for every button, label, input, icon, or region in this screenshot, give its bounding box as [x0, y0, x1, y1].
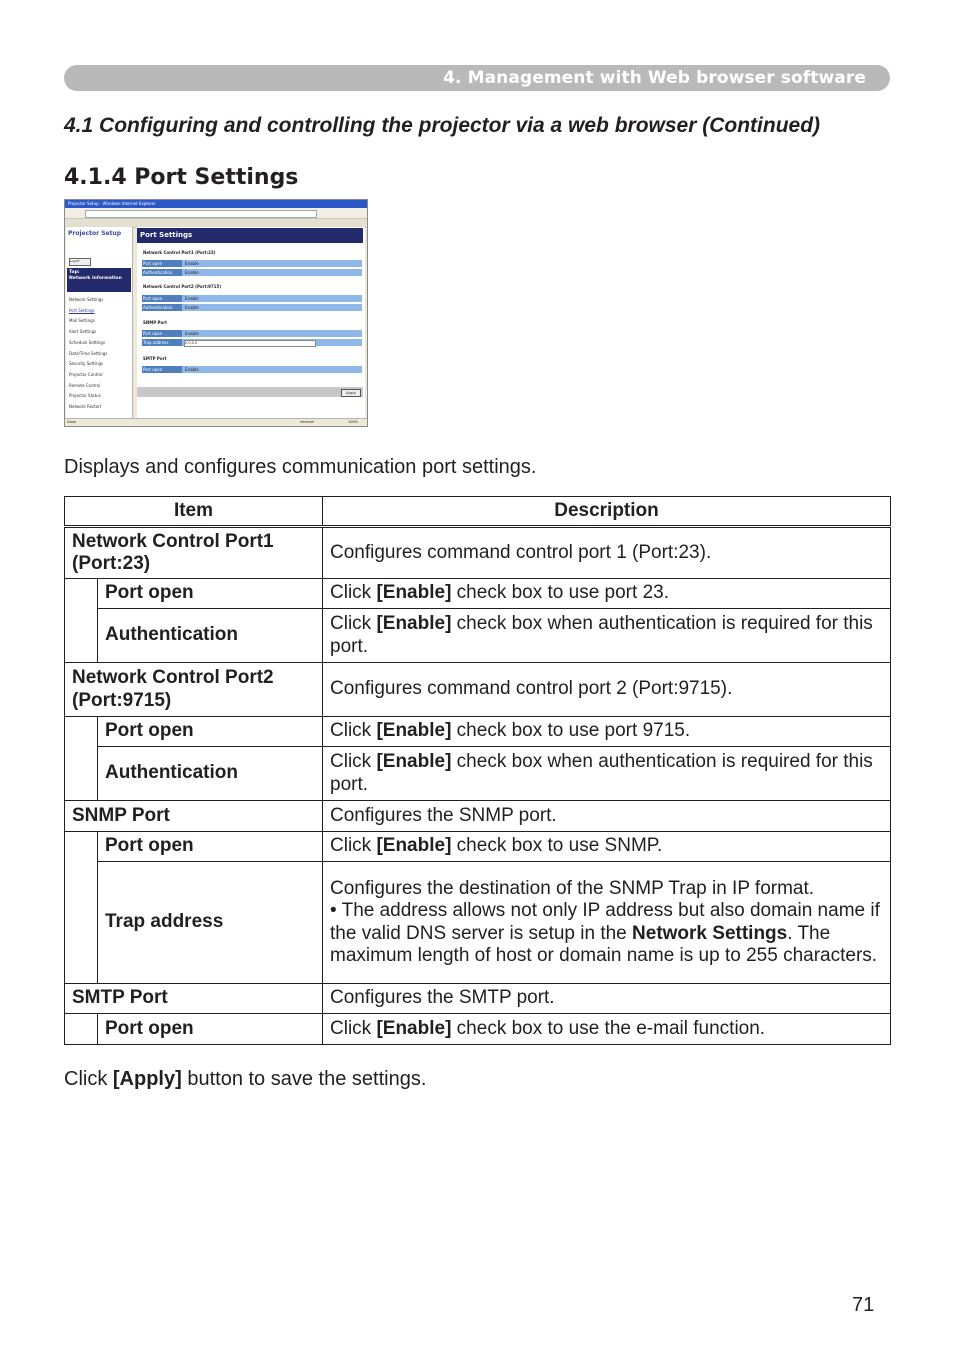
- indent-cell: [65, 579, 98, 663]
- row-snmp-open-desc: [323, 832, 891, 862]
- screenshot-page-heading: Port Settings: [140, 231, 193, 239]
- closing-pre: Click: [64, 1068, 113, 1090]
- screenshot-nav-highlight: [67, 268, 131, 292]
- page-number: 71: [852, 1294, 875, 1316]
- screenshot-row-value: Enable: [185, 261, 199, 266]
- closing-bold: [Apply]: [112, 1068, 182, 1090]
- chapter-header-bar: [64, 65, 890, 91]
- row-np1-open-label: Port open: [98, 579, 323, 609]
- desc-bold: [Enable]: [376, 1017, 452, 1039]
- desc-text: • The address allows not only IP address but also domain name if the valid DNS server is setup in the: [330, 900, 880, 944]
- screenshot-apply-bar: [137, 387, 363, 397]
- screenshot-row-value: Enable: [185, 305, 199, 310]
- row-np2-desc: Configures command control port 2 (Port:9715).: [323, 663, 891, 717]
- screenshot-row-name: Port open: [143, 331, 163, 336]
- desc-text: check box when authentication is required for this port.: [330, 751, 873, 795]
- table-row: [65, 801, 891, 832]
- row-np1-label: Network Control Port1 (Port:23): [65, 527, 323, 579]
- desc-text: Click: [330, 720, 377, 742]
- screenshot-row-value: Enable: [185, 270, 199, 275]
- table-row: [65, 717, 891, 747]
- browser-status-bar: [65, 418, 367, 426]
- screenshot-group-label: SNMP Port: [143, 320, 168, 325]
- screenshot-row-name: Port open: [143, 261, 163, 266]
- screenshot-sidebar: [66, 227, 133, 419]
- desc-text: Click: [330, 1017, 377, 1039]
- row-snmp-open-label: Port open: [98, 832, 323, 862]
- table-header-row: [65, 497, 891, 527]
- table-row: [65, 1014, 891, 1045]
- screenshot-nav-item: Mail Settings: [69, 318, 95, 324]
- row-np2-open-desc: [323, 717, 891, 747]
- row-smtp-label: SMTP Port: [65, 984, 323, 1014]
- screenshot-nav-item: Network Settings: [69, 297, 104, 302]
- row-snmp-label: SNMP Port: [65, 801, 323, 832]
- table-row: [65, 579, 891, 609]
- screenshot-row-name: Port open: [143, 367, 163, 372]
- indent-cell: [65, 832, 98, 984]
- row-np2-auth-label: Authentication: [98, 747, 323, 801]
- desc-text: check box to use port 23.: [451, 582, 669, 604]
- row-np2-open-label: Port open: [98, 717, 323, 747]
- row-smtp-desc: Configures the SMTP port.: [323, 984, 891, 1014]
- row-smtp-open-label: Port open: [98, 1014, 323, 1045]
- chapter-title: 4. Management with Web browser software: [443, 68, 866, 88]
- screenshot-nav-item: Alert Settings: [69, 329, 97, 335]
- screenshot-main-panel: [137, 227, 365, 419]
- status-zone: Internet: [300, 420, 314, 424]
- browser-screenshot: [64, 199, 368, 427]
- table-row: [65, 663, 891, 717]
- screenshot-setting-row: [142, 366, 362, 373]
- desc-bold: [Enable]: [376, 835, 452, 857]
- desc-text: Click: [330, 582, 377, 604]
- screenshot-setting-row: [142, 295, 362, 302]
- table-row: [65, 747, 891, 801]
- screenshot-nav-item: Remote Control: [69, 382, 101, 388]
- screenshot-nav-item: Security Settings: [69, 361, 104, 367]
- table-row: [65, 527, 891, 579]
- screenshot-nav-item: Network Restart: [69, 404, 102, 410]
- closing-post: button to save the settings.: [181, 1068, 427, 1090]
- screenshot-apply-button: Apply: [341, 389, 361, 397]
- screenshot-nav-item: Port Settings: [69, 307, 95, 313]
- browser-titlebar: Projector Setup - Windows Internet Explorer: [65, 200, 367, 208]
- header-item: Item: [65, 497, 323, 527]
- screenshot-nav-item: Projector Control: [69, 371, 103, 377]
- screenshot-row-name: Authentication: [143, 270, 173, 275]
- screenshot-nav-list: [69, 295, 107, 413]
- table-row: [65, 832, 891, 862]
- header-description: Description: [323, 497, 891, 527]
- status-done: Done: [67, 420, 77, 424]
- row-snmp-desc: Configures the SNMP port.: [323, 801, 891, 832]
- screenshot-row-name: Authentication: [143, 305, 173, 310]
- section-title: 4.1 Configuring and controlling the projector via a web browser (Continued): [64, 114, 821, 137]
- row-np1-auth-label: Authentication: [98, 609, 323, 663]
- desc-text: check box to use SNMP.: [451, 835, 663, 857]
- screenshot-row-name: Trap address: [143, 340, 169, 345]
- port-settings-table: [64, 496, 891, 1045]
- indent-cell: [65, 1014, 98, 1045]
- screenshot-row-value: Enable: [185, 296, 199, 301]
- screenshot-nav-network-information: Network Information: [69, 276, 122, 281]
- screenshot-group-label: Network Control Port2 (Port:9715): [143, 284, 222, 289]
- screenshot-logoff-button: Logoff: [69, 258, 91, 266]
- screenshot-nav-item: Date/Time Settings: [69, 350, 108, 356]
- row-np1-auth-desc: [323, 609, 891, 663]
- desc-bold: [Enable]: [376, 582, 452, 604]
- row-np1-desc: Configures command control port 1 (Port:23).: [323, 527, 891, 579]
- screenshot-row-value: Enable: [185, 331, 199, 336]
- row-np2-auth-desc: [323, 747, 891, 801]
- row-smtp-open-desc: [323, 1014, 891, 1045]
- screenshot-nav-item: Schedule Settings: [69, 339, 106, 345]
- table-row: [65, 862, 891, 984]
- desc-bold: [Enable]: [376, 613, 452, 634]
- indent-cell: [65, 717, 98, 801]
- screenshot-trap-input: 0.0.0.0: [184, 340, 316, 347]
- desc-text: Configures the destination of the SNMP Trap in IP format.: [330, 877, 815, 899]
- desc-text: check box when authentication is required for this port.: [330, 613, 873, 657]
- screenshot-setting-row: [142, 260, 362, 267]
- desc-bold: Network Settings: [632, 922, 788, 944]
- intro-text: Displays and configures communication port settings.: [64, 456, 537, 478]
- screenshot-group-label: Network Control Port1 (Port:23): [143, 250, 216, 255]
- table-row: [65, 609, 891, 663]
- browser-address-bar: [65, 208, 367, 219]
- desc-text: Click: [330, 835, 377, 857]
- desc-text: Click: [330, 613, 377, 634]
- screenshot-page-heading-bar: [137, 228, 363, 243]
- desc-bold: [Enable]: [376, 720, 452, 742]
- screenshot-setting-row: [142, 304, 362, 311]
- status-zoom: 100%: [348, 420, 359, 424]
- desc-text: . The maximum length of host or domain name is up to 255 characters.: [330, 922, 878, 966]
- row-snmp-trap-desc: [323, 862, 891, 984]
- screenshot-logo: Projector Setup: [68, 230, 122, 237]
- desc-paragraph: [330, 900, 883, 968]
- screenshot-row-name: Port open: [143, 296, 163, 301]
- sub-title: 4.1.4 Port Settings: [64, 165, 299, 190]
- desc-text: check box to use port 9715.: [451, 720, 691, 742]
- screenshot-group-label: SMTP Port: [143, 356, 167, 361]
- screenshot-setting-row: [142, 330, 362, 337]
- row-np2-label: Network Control Port2 (Port:9715): [65, 663, 323, 717]
- closing-text: [64, 1068, 426, 1091]
- row-snmp-trap-label: Trap address: [98, 862, 323, 984]
- row-np1-open-desc: [323, 579, 891, 609]
- screenshot-nav-top: Top:: [69, 270, 80, 275]
- desc-bold: [Enable]: [376, 751, 452, 772]
- table-row: [65, 984, 891, 1014]
- screenshot-row-value: Enable: [185, 367, 199, 372]
- desc-text: Click: [330, 751, 377, 772]
- desc-text: check box to use the e-mail function.: [451, 1017, 766, 1039]
- screenshot-nav-item: Projector Status: [69, 393, 101, 399]
- screenshot-setting-row: [142, 269, 362, 276]
